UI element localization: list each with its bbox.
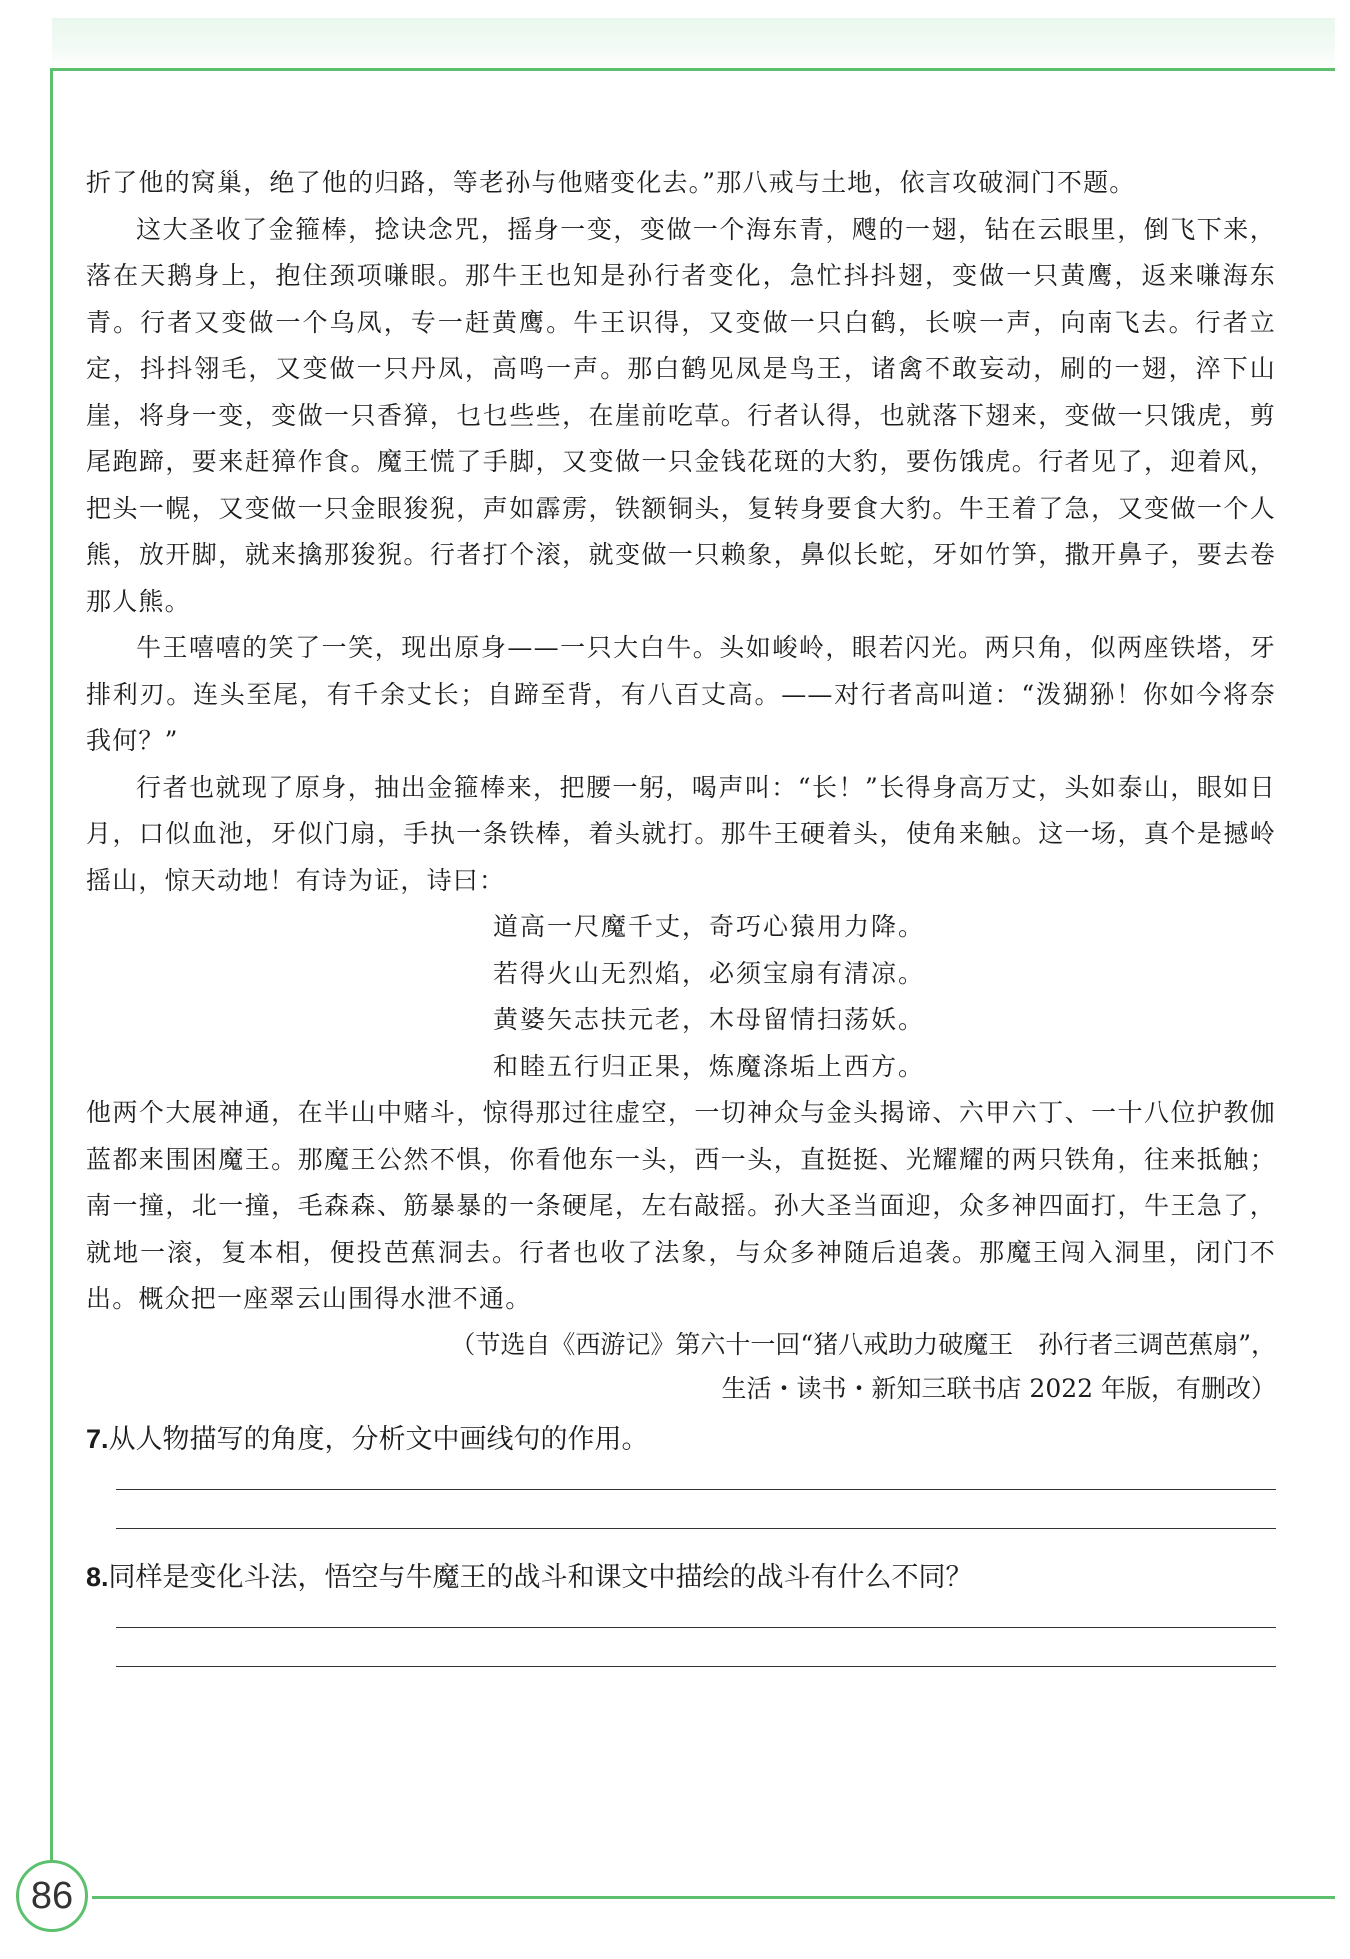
poem-line: 若得火山无烈焰，必须宝扇有清凉。 <box>493 958 926 988</box>
passage-paragraph-0: 折了他的窝巢，绝了他的归路，等老孙与他赌变化去。”那八戒与土地，依言攻破洞门不题。 <box>86 168 1136 197</box>
page-frame-left-line <box>50 68 53 1860</box>
poem-block <box>86 904 1276 1090</box>
passage-paragraph-2: 牛王嘻嘻的笑了一笑，现出原身——一只大白牛。头如峻岭，眼若闪光。两只角，似两座铁塔，牙排利刃。连头至尾，有千余丈长；自蹄至背，有八百丈高。——对行者高叫道：“泼猢狲！你如今将奈我何？” <box>86 633 1276 755</box>
question-7 <box>86 1419 1276 1459</box>
poem-line: 黄婆矢志扶元老，木母留情扫荡妖。 <box>493 1005 926 1034</box>
question-text: 同样是变化斗法，悟空与牛魔王的战斗和课文中描绘的战斗有什么不同？ <box>108 1561 973 1592</box>
source-citation-line-1: （节选自《西游记》第六十一回“猪八戒助力破魔王 孙行者三调芭蕉扇”， <box>450 1329 1276 1359</box>
page-frame-top-line <box>50 68 1335 71</box>
page-top-band <box>52 18 1335 70</box>
page-content <box>86 160 1276 1667</box>
question-number: 8. <box>86 1561 109 1592</box>
poem-line: 和睦五行归正果，炼魔涤垢上西方。 <box>493 1051 926 1081</box>
answer-line[interactable] <box>116 1489 1276 1490</box>
page-frame-bottom-line <box>92 1896 1335 1899</box>
answer-line[interactable] <box>116 1627 1276 1628</box>
question-number: 7. <box>86 1423 109 1454</box>
passage-paragraph-3: 行者也就现了原身，抽出金箍棒来，把腰一躬，喝声叫：“长！”长得身高万丈，头如泰山，眼如日月，口似血池，牙似门扇，手执一条铁棒，着头就打。那牛王硬着头，使角来触。这一场，真个是撼岭摇山，惊天动地！有诗为证，诗曰： <box>86 772 1276 895</box>
answer-line[interactable] <box>116 1528 1276 1529</box>
question-8 <box>86 1557 1276 1597</box>
source-citation-line-2: 生活・读书・新知三联书店 2022 年版，有删改） <box>721 1373 1276 1403</box>
poem-line: 道高一尺魔千丈，奇巧心猿用力降。 <box>493 912 926 941</box>
passage-paragraph-1: 这大圣收了金箍棒，捻诀念咒，摇身一变，变做一个海东青，飕的一翅，钻在云眼里，倒飞下来，落在天鹅身上，抱住颈项嗛眼。那牛王也知是孙行者变化，急忙抖抖翅，变做一只黄鹰，返来嗛海东青。行者又变做一个乌凤，专一赶黄鹰。牛王识得，又变做一只白鹤，长唳一声，向南飞去。行者立定，抖抖翎毛，又变做一只丹凤，高鸣一声。那白鹤见凤是鸟王，诸禽不敢妄动，刷的一翅，淬下山崖，将身一变，变做一只香獐，乜乜些些，在崖前吃草。行者认得，也就落下翅来，变做一只饿虎，剪尾跑蹄，要来赶獐作食。魔王慌了手脚，又变做一只金钱花斑的大豹，要伤饿虎。行者见了，迎着风，把头一幌，又变做一只金眼狻猊，声如霹雳，铁额铜头，复转身要食大豹。牛王着了急，又变做一个人熊，放开脚，就来擒那狻猊。行者打个滚，就变做一只赖象，鼻似长蛇，牙如竹笋，撒开鼻子，要去卷那人熊。 <box>86 214 1276 616</box>
passage-paragraph-4: 他两个大展神通，在半山中赌斗，惊得那过往虚空，一切神众与金头揭谛、六甲六丁、一十八位护教伽蓝都来围困魔王。那魔王公然不惧，你看他东一头，西一头，直挺挺、光耀耀的两只铁角，往来抵触；南一撞，北一撞，毛森森、筋暴暴的一条硬尾，左右敲摇。孙大圣当面迎，众多神四面打，牛王急了，就地一滚，复本相，便投芭蕉洞去。行者也收了法象，与众多神随后追袭。那魔王闯入洞里，闭门不出。概众把一座翠云山围得水泄不通。 <box>86 1098 1276 1313</box>
question-text: 从人物描写的角度，分析文中画线句的作用。 <box>108 1423 649 1454</box>
page-number-badge: 86 <box>16 1860 88 1932</box>
answer-line[interactable] <box>116 1666 1276 1667</box>
